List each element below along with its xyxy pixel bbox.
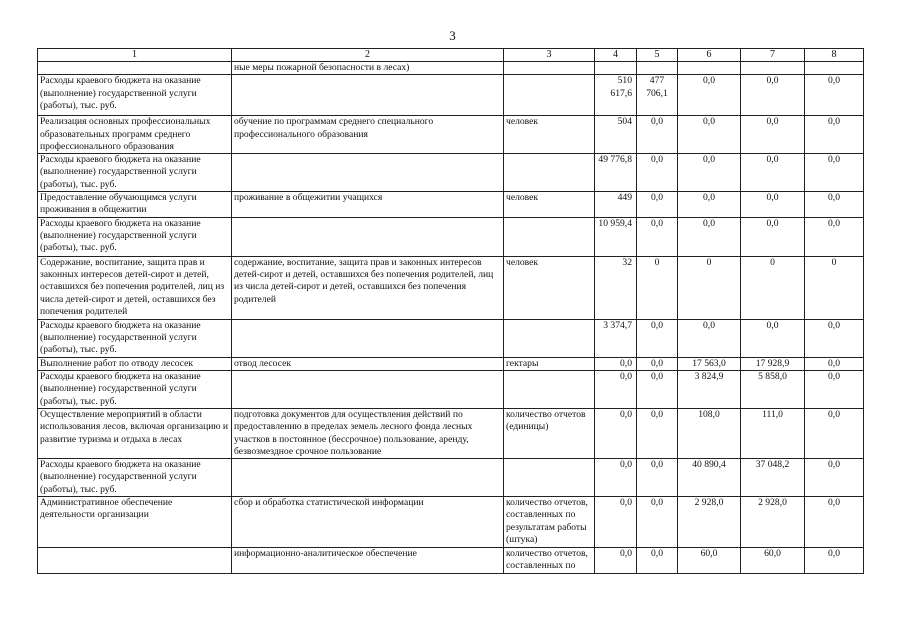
value-cell: 60,0	[678, 548, 741, 574]
table-row	[38, 75, 864, 116]
value-cell: 3 374,7	[595, 319, 637, 357]
value-cell: 0,0	[637, 192, 678, 218]
activity-cell: Расходы краевого бюджета на оказание (выполнение) государственной услуги (работы), тыс. руб.	[38, 319, 232, 357]
activity-cell	[38, 548, 232, 574]
value-cell: 37 048,2	[741, 459, 805, 497]
value-cell: 0,0	[637, 116, 678, 154]
unit-cell: количество отчетов (единицы)	[504, 408, 595, 458]
service-cell: ные меры пожарной безопасности в лесах)	[232, 62, 504, 75]
value-cell: 0,0	[637, 408, 678, 458]
value-cell: 0,0	[805, 408, 864, 458]
value-cell: 504	[595, 116, 637, 154]
value-cell: 0,0	[595, 370, 637, 408]
column-number: 8	[805, 49, 864, 62]
activity-cell: Административное обеспечение деятельности организации	[38, 497, 232, 548]
value-cell: 0,0	[805, 357, 864, 370]
value-cell: 5 858,0	[741, 370, 805, 408]
value-cell: 2 928,0	[678, 497, 741, 548]
table-row	[38, 497, 864, 548]
value-cell: 17 563,0	[678, 357, 741, 370]
value-cell: 0,0	[595, 459, 637, 497]
value-cell: 0,0	[595, 497, 637, 548]
column-number: 7	[741, 49, 805, 62]
service-cell: содержание, воспитание, защита прав и законных интересов детей-сирот и детей, оставшихся без попечения родителей, лиц из числа детей-сирот и детей, оставшихся без попечения родителей	[232, 256, 504, 319]
value-cell: 0,0	[741, 319, 805, 357]
value-cell: 10 959,4	[595, 217, 637, 256]
value-cell: 0,0	[805, 192, 864, 218]
value-cell: 17 928,9	[741, 357, 805, 370]
value-cell: 0,0	[637, 154, 678, 192]
budget-table	[37, 48, 864, 574]
table-row	[38, 370, 864, 408]
column-number: 2	[232, 49, 504, 62]
unit-cell	[504, 217, 595, 256]
table-row	[38, 256, 864, 319]
column-number: 4	[595, 49, 637, 62]
service-cell	[232, 319, 504, 357]
value-cell: 2 928,0	[741, 497, 805, 548]
value-cell: 0	[805, 256, 864, 319]
value-cell	[595, 62, 637, 75]
value-cell: 0,0	[741, 217, 805, 256]
service-cell	[232, 217, 504, 256]
service-cell: информационно-аналитическое обеспечение	[232, 548, 504, 574]
value-cell: 0,0	[678, 154, 741, 192]
value-cell: 40 890,4	[678, 459, 741, 497]
value-cell: 0,0	[637, 357, 678, 370]
value-cell: 0	[678, 256, 741, 319]
unit-cell: человек	[504, 116, 595, 154]
value-cell: 449	[595, 192, 637, 218]
value-cell	[637, 62, 678, 75]
activity-cell: Предоставление обучающимся услуги проживания в общежитии	[38, 192, 232, 218]
activity-cell: Расходы краевого бюджета на оказание (выполнение) государственной услуги (работы), тыс. руб.	[38, 75, 232, 116]
value-cell	[678, 62, 741, 75]
activity-cell	[38, 62, 232, 75]
value-cell: 0,0	[805, 154, 864, 192]
service-cell	[232, 370, 504, 408]
value-cell: 0,0	[805, 548, 864, 574]
activity-cell: Расходы краевого бюджета на оказание (выполнение) государственной услуги (работы), тыс. руб.	[38, 217, 232, 256]
column-number: 5	[637, 49, 678, 62]
table-row	[38, 62, 864, 75]
value-cell: 0,0	[741, 75, 805, 116]
activity-cell: Выполнение работ по отводу лесосек	[38, 357, 232, 370]
value-cell: 0,0	[637, 370, 678, 408]
table-row	[38, 548, 864, 574]
unit-cell: гектары	[504, 357, 595, 370]
activity-cell: Осуществление мероприятий в области использования лесов, включая организацию и развитие туризма и отдыха в лесах	[38, 408, 232, 458]
table-row	[38, 116, 864, 154]
service-cell: подготовка документов для осуществления действий по предоставлению в пределах земель лесного фонда лесных участков в постоянное (бессрочное) пользование, аренду, безвозмездное срочное пользование	[232, 408, 504, 458]
column-number-row	[38, 49, 864, 62]
unit-cell	[504, 370, 595, 408]
unit-cell	[504, 62, 595, 75]
value-cell: 0,0	[637, 459, 678, 497]
value-cell: 0,0	[595, 357, 637, 370]
service-cell: обучение по программам среднего специального профессионального образования	[232, 116, 504, 154]
activity-cell: Расходы краевого бюджета на оказание (выполнение) государственной услуги (работы), тыс. руб.	[38, 154, 232, 192]
value-cell: 32	[595, 256, 637, 319]
service-cell	[232, 459, 504, 497]
activity-cell: Расходы краевого бюджета на оказание (выполнение) государственной услуги (работы), тыс. руб.	[38, 459, 232, 497]
value-cell: 0,0	[678, 116, 741, 154]
column-number: 6	[678, 49, 741, 62]
value-cell: 510 617,6	[595, 75, 637, 116]
value-cell: 0,0	[805, 370, 864, 408]
unit-cell: человек	[504, 192, 595, 218]
value-cell: 0,0	[805, 319, 864, 357]
value-cell: 0,0	[637, 217, 678, 256]
value-cell: 0	[637, 256, 678, 319]
value-cell: 0,0	[637, 548, 678, 574]
unit-cell: количество отчетов, составленных по результатам работы (штука)	[504, 497, 595, 548]
service-cell: проживание в общежитии учащихся	[232, 192, 504, 218]
activity-cell: Расходы краевого бюджета на оказание (выполнение) государственной услуги (работы), тыс. руб.	[38, 370, 232, 408]
value-cell: 0,0	[805, 459, 864, 497]
value-cell: 60,0	[741, 548, 805, 574]
unit-cell	[504, 75, 595, 116]
unit-cell: количество отчетов, составленных по	[504, 548, 595, 574]
value-cell: 0,0	[678, 319, 741, 357]
value-cell: 477 706,1	[637, 75, 678, 116]
activity-cell: Содержание, воспитание, защита прав и законных интересов детей-сирот и детей, оставшихся без попечения родителей, лиц из числа детей-сирот и детей, оставшихся без попечения родителей	[38, 256, 232, 319]
unit-cell	[504, 319, 595, 357]
column-number: 1	[38, 49, 232, 62]
value-cell	[741, 62, 805, 75]
table-row	[38, 357, 864, 370]
table-row	[38, 217, 864, 256]
activity-cell: Реализация основных профессиональных образовательных программ среднего профессионального образования	[38, 116, 232, 154]
page-number: 3	[449, 28, 456, 43]
value-cell: 0,0	[805, 217, 864, 256]
service-cell: сбор и обработка статистической информации	[232, 497, 504, 548]
value-cell: 0,0	[637, 497, 678, 548]
service-cell: отвод лесосек	[232, 357, 504, 370]
unit-cell	[504, 459, 595, 497]
table-row	[38, 154, 864, 192]
service-cell	[232, 154, 504, 192]
table-row	[38, 408, 864, 458]
value-cell: 0,0	[805, 497, 864, 548]
value-cell: 0,0	[637, 319, 678, 357]
value-cell: 0,0	[741, 116, 805, 154]
table-row	[38, 459, 864, 497]
service-cell	[232, 75, 504, 116]
value-cell: 0,0	[678, 192, 741, 218]
value-cell: 111,0	[741, 408, 805, 458]
value-cell: 3 824,9	[678, 370, 741, 408]
value-cell	[805, 62, 864, 75]
table-row	[38, 319, 864, 357]
value-cell: 0,0	[678, 217, 741, 256]
value-cell: 0,0	[595, 408, 637, 458]
value-cell: 0,0	[741, 192, 805, 218]
value-cell: 0	[741, 256, 805, 319]
value-cell: 0,0	[741, 154, 805, 192]
table-row	[38, 192, 864, 218]
value-cell: 0,0	[805, 116, 864, 154]
unit-cell	[504, 154, 595, 192]
value-cell: 0,0	[678, 75, 741, 116]
unit-cell: человек	[504, 256, 595, 319]
value-cell: 0,0	[805, 75, 864, 116]
column-number: 3	[504, 49, 595, 62]
value-cell: 108,0	[678, 408, 741, 458]
value-cell: 0,0	[595, 548, 637, 574]
value-cell: 49 776,8	[595, 154, 637, 192]
